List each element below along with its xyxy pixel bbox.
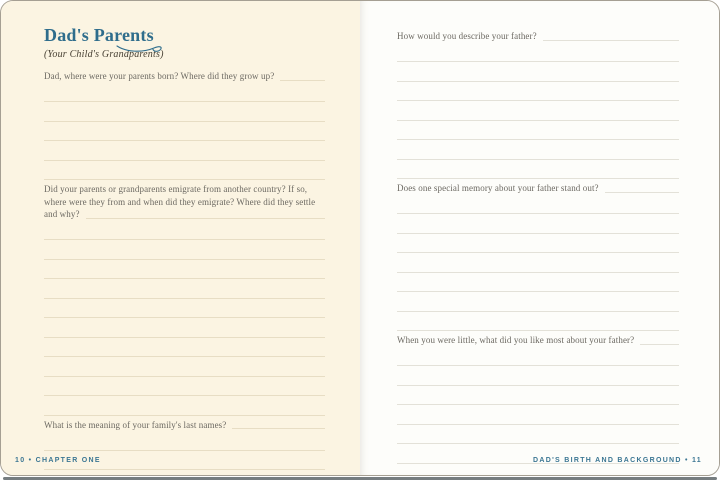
question-block	[44, 419, 325, 477]
answer-line	[397, 347, 679, 367]
page-subtitle: (Your Child's Grandparents)	[44, 49, 164, 60]
page-left	[1, 1, 360, 475]
question	[397, 334, 679, 347]
answer-line	[397, 273, 679, 293]
answer-line	[44, 470, 325, 476]
left-questions	[44, 70, 325, 476]
answer-line	[397, 43, 679, 63]
question-text: When you were little, what did you like most about your father?	[397, 335, 640, 345]
section-footer: DAD'S BIRTH AND BACKGROUND • 11	[533, 457, 702, 464]
answer-line	[44, 83, 325, 103]
answer-line	[397, 82, 679, 102]
question-text: How would you describe your father?	[397, 31, 543, 41]
answer-line	[397, 253, 679, 273]
question	[397, 182, 679, 195]
question-text: Did your parents or grandparents emigrate from another country? If so, where were they from and when did they emigrate? Where did they settle and why?	[44, 184, 316, 219]
page-right	[360, 1, 719, 475]
right-questions	[397, 30, 679, 464]
question-text: Dad, where were your parents born? Where did they grow up?	[44, 71, 280, 81]
answer-line	[44, 161, 325, 181]
answer-line	[397, 366, 679, 386]
answer-line	[44, 357, 325, 377]
answer-line	[397, 234, 679, 254]
answer-line	[44, 260, 325, 280]
answer-lines-group	[397, 195, 679, 332]
answer-lines-group	[397, 43, 679, 180]
answer-line	[44, 141, 325, 161]
answer-line	[397, 405, 679, 425]
answer-line	[397, 62, 679, 82]
answer-lines-group	[44, 221, 325, 416]
answer-lines-group	[44, 83, 325, 181]
answer-line	[397, 214, 679, 234]
answer-line	[397, 195, 679, 215]
answer-line	[397, 425, 679, 445]
answer-line	[397, 101, 679, 121]
answer-line	[44, 122, 325, 142]
answer-line	[44, 338, 325, 358]
answer-line	[397, 386, 679, 406]
answer-line	[397, 140, 679, 160]
question-block	[44, 70, 325, 180]
question-text: Does one special memory about your father stand out?	[397, 183, 605, 193]
answer-line	[44, 221, 325, 241]
answer-line	[44, 431, 325, 451]
answer-line	[44, 377, 325, 397]
chapter-footer: 10 • CHAPTER ONE	[15, 457, 101, 464]
answer-line	[44, 240, 325, 260]
answer-line	[44, 299, 325, 319]
answer-lines-group	[44, 431, 325, 476]
answer-lines-group	[397, 347, 679, 464]
question-trailing-line	[44, 218, 325, 219]
question-block	[397, 334, 679, 464]
question	[44, 419, 325, 432]
answer-line	[44, 318, 325, 338]
question	[44, 183, 325, 221]
answer-line	[397, 292, 679, 312]
answer-line	[44, 102, 325, 122]
answer-line	[397, 160, 679, 180]
question-block	[397, 182, 679, 331]
question	[397, 30, 679, 43]
question-block	[397, 30, 679, 179]
answer-line	[397, 312, 679, 332]
title-wrap	[44, 25, 325, 46]
answer-line	[44, 279, 325, 299]
question-text: What is the meaning of your family's last names?	[44, 420, 232, 430]
page-title: Dad's Parents	[44, 25, 154, 45]
answer-line	[397, 121, 679, 141]
question-block	[44, 183, 325, 416]
question	[44, 70, 325, 83]
answer-line	[44, 396, 325, 416]
title-flourish-icon	[116, 43, 168, 54]
